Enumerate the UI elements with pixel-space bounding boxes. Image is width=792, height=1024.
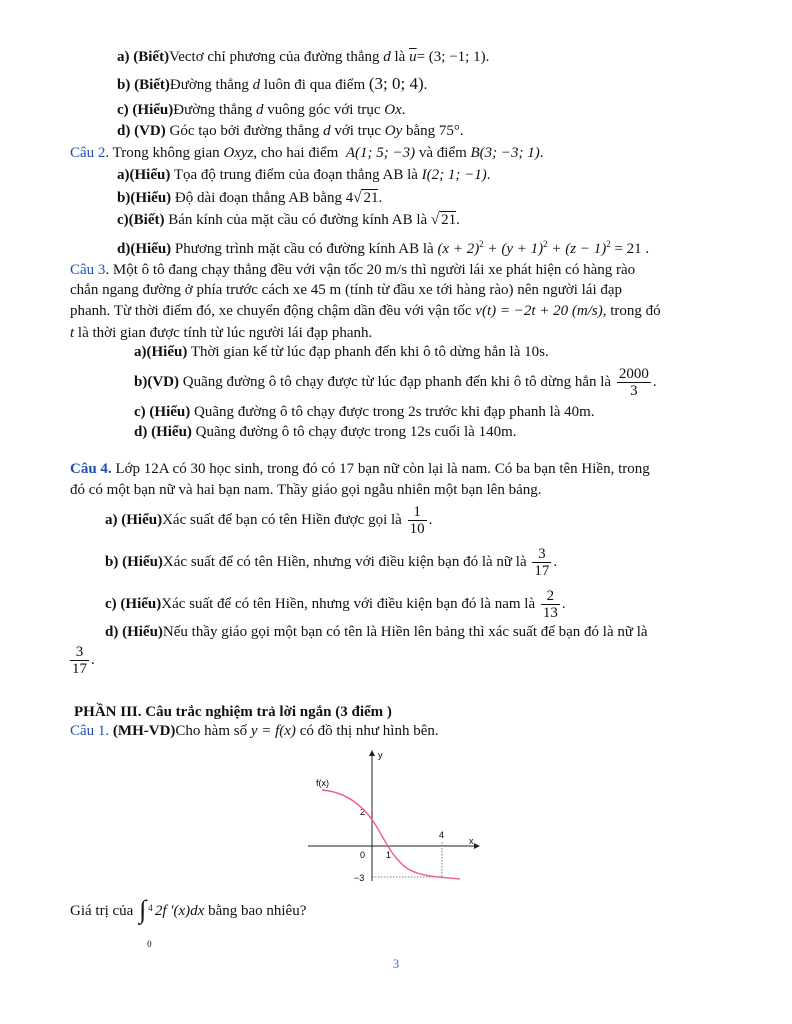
item-tag: (MH-VD) <box>109 723 176 739</box>
numerator: 2 <box>541 588 560 605</box>
q1-item-b <box>117 75 427 94</box>
question-text: , cho hai điểm <box>253 145 339 161</box>
item-tag: b)(Hiểu) <box>117 190 172 206</box>
item-tag: b) (Hiểu) <box>105 554 163 570</box>
cau4-item-c <box>105 584 566 624</box>
cau2-item-a <box>117 166 491 184</box>
punct: . <box>486 167 491 183</box>
item-tag: c) (Hiểu) <box>134 404 191 420</box>
item-text: với trục <box>334 123 381 139</box>
denominator: 3 <box>630 383 638 400</box>
punct: . <box>459 123 464 139</box>
item-tag: d) (Hiểu) <box>134 424 192 440</box>
math-term: = 21 <box>610 241 642 257</box>
cau2-item-d <box>117 235 649 258</box>
numerator: 3 <box>532 546 551 563</box>
denominator: 13 <box>542 605 558 622</box>
numerator: 2000 <box>618 366 649 383</box>
tick-1: 1 <box>386 850 392 860</box>
question-text: . Trong không gian <box>105 145 220 161</box>
item-text: Quãng đường ô tô chạy được trong 12s cuối là 140m. <box>191 424 517 440</box>
math-d: d <box>383 49 391 65</box>
vector-u: $\overline{u}$ <box>409 49 417 65</box>
cau3-line4 <box>70 324 372 342</box>
question-text: Lớp 12A có 30 học sinh, trong đó có 17 bạn nữ còn lại là nam. Có ba bạn tên Hiền, trong <box>111 461 650 477</box>
x-axis-label: x <box>469 836 474 846</box>
item-tag: d) (VD) <box>117 123 166 139</box>
math-axis: Ox <box>384 102 402 118</box>
question-text: phanh. Từ thời điểm đó, xe chuyển động chậm dần đều với vận tốc <box>70 303 472 319</box>
cau4-item-b <box>105 542 557 582</box>
q1-item-d <box>117 122 464 140</box>
fraction <box>408 504 427 537</box>
q1-item-a <box>117 48 489 66</box>
math-point-b: B(3; −3; 1) <box>470 145 540 161</box>
punct: . <box>428 512 433 528</box>
question-label: Câu 1. <box>70 723 110 739</box>
question-label: Câu 4. <box>70 461 112 477</box>
math-exp: 2 <box>479 239 484 249</box>
tick-2: 2 <box>360 807 366 817</box>
question-text: Cho hàm số <box>175 723 248 739</box>
math-coef: 4 <box>345 190 354 206</box>
question-text: đó có một bạn nữ và hai bạn nam. Thầy giáo gọi ngẫu nhiên một bạn lên bảng. <box>70 482 542 498</box>
punct: . <box>645 241 650 257</box>
cau3-line2 <box>70 281 622 299</box>
cau4-line2 <box>70 481 542 499</box>
question-text: và điểm <box>418 145 467 161</box>
punct: . <box>423 77 428 93</box>
cau4-item-d <box>105 623 648 641</box>
item-tag: a)(Hiểu) <box>134 344 188 360</box>
item-text: vuông góc với trục <box>267 102 381 118</box>
cau2-item-c: c)(Biết) Bán kính của mặt cầu có đường kính AB là √ 21. <box>117 212 460 228</box>
numerator: 1 <box>408 504 427 521</box>
question-text: bằng bao nhiêu? <box>208 903 307 919</box>
item-text: Quãng đường ô tô chạy được từ lúc đạp phanh đến khi ô tô dừng hẳn là <box>182 374 612 390</box>
math-space: Oxyz <box>223 145 254 161</box>
fraction <box>541 588 560 621</box>
cau3-line1 <box>70 261 635 279</box>
item-text: Vectơ chỉ phương của đường thẳng <box>169 49 380 65</box>
punct: . <box>561 596 566 612</box>
y-axis-label: y <box>378 750 383 760</box>
cau2-item-b: b)(Hiểu) Độ dài đoạn thẳng AB bằng 4√ 21. <box>117 190 383 206</box>
item-tag: c)(Biết) <box>117 212 165 228</box>
punct: . <box>553 554 558 570</box>
tick-4: 4 <box>439 830 445 840</box>
item-text: bằng <box>405 123 436 139</box>
item-text: Độ dài đoạn thẳng AB bằng <box>174 190 342 206</box>
math-d: d <box>323 123 331 139</box>
math-exp: 2 <box>606 239 611 249</box>
item-text: là <box>394 49 406 65</box>
math-exp: 2 <box>543 239 548 249</box>
denominator: 17 <box>534 563 550 580</box>
item-tag: b)(VD) <box>134 374 179 390</box>
punct: . <box>91 652 95 668</box>
denominator: 10 <box>409 521 425 538</box>
item-tag: b) (Biết) <box>117 77 170 93</box>
question-text: có đồ thị như hình bên. <box>299 723 439 739</box>
item-tag: d)(Hiểu) <box>117 241 172 257</box>
question-text: . Một ô tô đang chạy thẳng đều với vận tốc 20 m/s thì người lái xe phát hiện có hàng rào <box>105 262 636 278</box>
tick-minus-3: −3 <box>354 873 365 883</box>
item-tag: d) (Hiểu) <box>105 624 163 640</box>
math-radicand: 21 <box>441 212 457 228</box>
lower-limit: 0 <box>147 939 152 949</box>
item-text: luôn đi qua điểm <box>263 77 366 93</box>
math-point-a: A(1; 5; −3) <box>345 145 416 161</box>
math-term: (x + 2) <box>437 241 480 257</box>
y-axis-arrow-icon <box>369 750 375 756</box>
cau3-item-c <box>134 403 595 421</box>
integral-question <box>70 895 307 949</box>
integrand: 2f ′(x)dx <box>154 903 205 919</box>
math-angle: 75° <box>438 123 460 139</box>
math-d: d <box>255 102 264 118</box>
punct: . <box>378 190 383 206</box>
punct: . <box>401 102 406 118</box>
math-vector-value: = (3; −1; 1) <box>416 49 486 65</box>
function-graph <box>300 746 485 886</box>
item-text: Quãng đường ô tô chạy được trong 2s trước khi đạp phanh là 40m. <box>193 404 595 420</box>
item-text: Xác suất để có tên Hiền, nhưng với điều kiện bạn đó là nam là <box>161 596 536 612</box>
math-point: (3; 0; 4) <box>368 74 424 93</box>
question-label: Câu 3 <box>70 262 106 278</box>
item-text: Bán kính của mặt cầu có đường kính AB là <box>168 212 428 228</box>
item-text: Phương trình mặt cầu có đường kính AB là <box>174 241 434 257</box>
q1-item-c <box>117 101 406 119</box>
fraction <box>617 366 651 399</box>
item-tag: a)(Hiểu) <box>117 167 171 183</box>
item-text: Thời gian kể từ lúc đạp phanh đến khi ô tô dừng hẳn là 10s. <box>190 344 549 360</box>
math-velocity: v(t) = −2t + 20 (m/s) <box>475 303 603 319</box>
math-radicand: 21 <box>363 190 379 206</box>
math-axis: Oy <box>384 123 403 139</box>
f-label: f(x) <box>316 778 329 788</box>
page-number: 3 <box>392 956 400 971</box>
math-term: + (z − 1) <box>547 241 607 257</box>
fraction <box>70 644 89 677</box>
cau2-stem <box>70 144 544 162</box>
item-tag: a) (Hiểu) <box>105 512 163 528</box>
item-text: Nếu thầy giáo gọi một bạn có tên là Hiền lên bảng thì xác suất để bạn đó là nữ là <box>162 624 648 640</box>
question-text: là thời gian được tính từ lúc người lái đạp phanh. <box>74 325 373 341</box>
question-text: Giá trị của <box>70 903 134 919</box>
upper-limit: 4 <box>148 903 153 913</box>
cau4-item-d-answer <box>68 640 95 680</box>
part3-q1 <box>70 722 439 740</box>
math-midpoint: I(2; 1; −1) <box>421 167 487 183</box>
item-tag: c) (Hiểu) <box>105 596 162 612</box>
cau3-item-d <box>134 423 517 441</box>
x-axis-arrow-icon <box>474 843 480 849</box>
punct: . <box>652 374 657 390</box>
cau3-item-a <box>134 343 549 361</box>
denominator: 17 <box>72 661 87 678</box>
cau4-line1 <box>70 460 650 478</box>
punct: . <box>539 145 544 161</box>
punct: . <box>485 49 490 65</box>
question-text: chắn ngang đường ở phía trước cách xe 45 m (tính từ đầu xe tới hàng rào) nên người lái đạp <box>70 282 623 298</box>
cau3-line3 <box>70 302 661 320</box>
cau4-item-a <box>105 500 432 540</box>
question-label: Câu 2 <box>70 145 106 161</box>
item-tag: c) (Hiểu) <box>117 102 174 118</box>
math-function: y = f(x) <box>250 723 296 739</box>
math-t: t <box>70 325 75 341</box>
item-text: Đường thẳng <box>173 102 253 118</box>
item-text: Tọa độ trung điểm của đoạn thẳng AB là <box>173 167 418 183</box>
item-text: Góc tạo bởi đường thẳng <box>169 123 320 139</box>
fraction <box>532 546 551 579</box>
item-text: Đường thẳng <box>169 77 249 93</box>
item-text: Xác suất để có tên Hiền, nhưng với điều kiện bạn đó là nữ là <box>162 554 527 570</box>
item-text: Xác suất để bạn có tên Hiền được gọi là <box>162 512 402 528</box>
tick-0: 0 <box>360 850 366 860</box>
math-term: + (y + 1) <box>483 241 544 257</box>
cau3-item-b <box>134 362 657 402</box>
math-d: d <box>252 77 261 93</box>
question-text: , trong đó <box>602 303 661 319</box>
item-tag: a) (Biết) <box>117 49 170 65</box>
part3-heading: PHẦN III. Câu trắc nghiệm trả lời ngắn (3 điểm ) <box>74 704 392 720</box>
integral-icon: ∫ <box>139 895 147 924</box>
punct: . <box>456 212 460 228</box>
numerator: 3 <box>70 644 89 661</box>
